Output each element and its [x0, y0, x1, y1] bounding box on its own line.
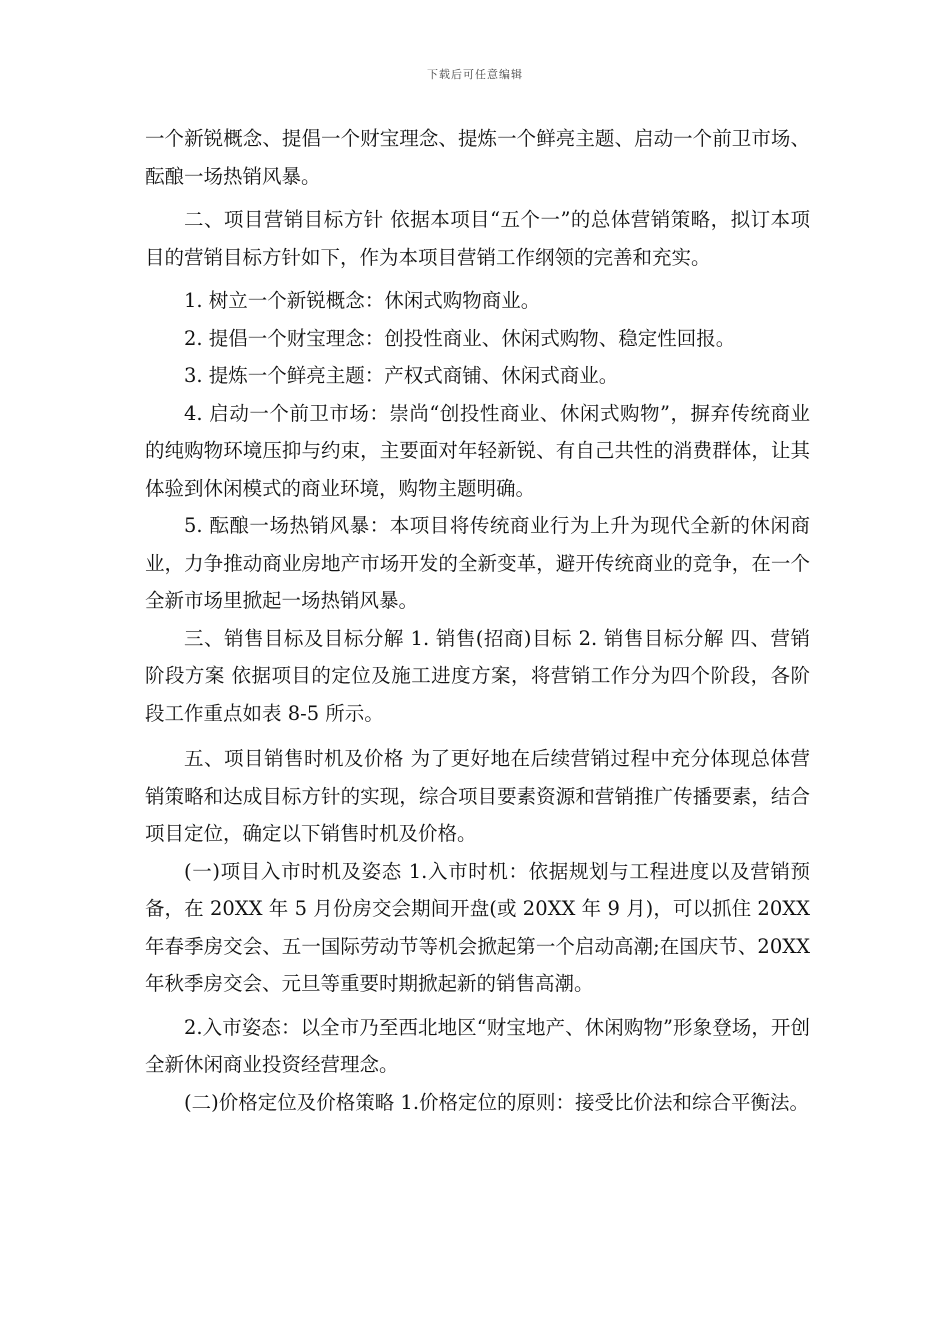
paragraph-item-3: 3. 提炼一个鲜亮主题：产权式商铺、休闲式商业。: [184, 364, 619, 387]
paragraph-market-stance: 2.入市姿态：以全市乃至西北地区“财宝地产、休闲购物”形象登场，开创全新休闲商业投资经营理念。: [145, 1015, 810, 1076]
paragraph-intro: 一个新锐概念、提倡一个财宝理念、提炼一个鲜亮主题、启动一个前卫市场、酝酿一场热销风暴。: [145, 127, 810, 188]
paragraph-pricing: (二)价格定位及价格策略 1.价格定位的原则：接受比价法和综合平衡法。: [184, 1090, 810, 1114]
paragraph-item-5: 5. 酝酿一场热销风暴：本项目将传统商业行为上升为现代全新的休闲商业，力争推动商业房地产市场开发的全新变革，避开传统商业的竞争，在一个全新市场里掀起一场热销风暴。: [145, 514, 810, 612]
paragraph-section-3-4: 三、销售目标及目标分解 1. 销售(招商)目标 2. 销售目标分解 四、营销阶段方案 依据项目的定位及施工进度方案，将营销工作分为四个阶段，各阶段工作重点如表 8-5 所示。: [145, 626, 810, 725]
paragraph-item-4: 4. 启动一个前卫市场：崇尚“创投性商业、休闲式购物”，摒弃传统商业的纯购物环境压抑与约束，主要面对年轻新锐、有自己共性的消费群体，让其体验到休闲模式的商业环境，购物主题明确。: [145, 401, 810, 500]
paragraph-section-5: 五、项目销售时机及价格 为了更好地在后续营销过程中充分体现总体营销策略和达成目标方针的实现，综合项目要素资源和营销推广传播要素，结合项目定位，确定以下销售时机及价格。: [145, 747, 810, 845]
paragraph-market-timing: (一)项目入市时机及姿态 1.入市时机：依据规划与工程进度以及营销预备，在 20XX 年 5 月份房交会期间开盘(或 20XX 年 9 月)，可以抓住 20XX 年春季房交会、五一国际劳动节等机会掀起第一个启动高潮;在国庆节、20XX 年秋季房交会、元旦等重要时期掀起新的销售高潮。: [145, 859, 810, 995]
document-body: [145, 120, 810, 1121]
page-header: 下载后可任意编辑: [427, 68, 523, 81]
paragraph-item-1: 1. 树立一个新锐概念：休闲式购物商业。: [184, 289, 541, 312]
paragraph-section-2: 二、项目营销目标方针 依据本项目“五个一”的总体营销策略，拟订本项目的营销目标方针如下，作为本项目营销工作纲领的完善和充实。: [145, 208, 810, 269]
paragraph-item-2: 2. 提倡一个财宝理念：创投性商业、休闲式购物、稳定性回报。: [184, 326, 736, 350]
